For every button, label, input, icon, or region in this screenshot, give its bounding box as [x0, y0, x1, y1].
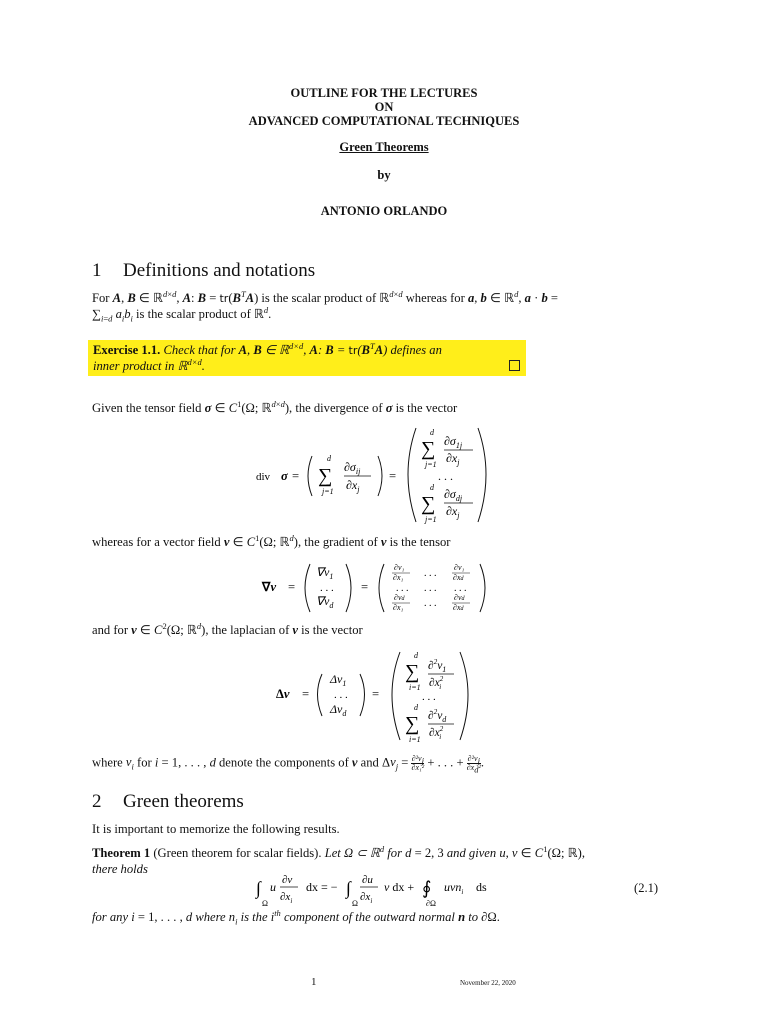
- section-1-number: 1: [92, 260, 102, 281]
- section-2-title: Green theorems: [123, 791, 244, 812]
- laplacian-paragraph: and for v ∈ $C^2(\Omega$; ℝ$^d$), the laplacian of v is the vector: [92, 620, 363, 637]
- svg-text:∑: ∑: [405, 713, 420, 735]
- svg-text:d: d: [327, 454, 331, 463]
- svg-text:∇vd: $\nabla v_d$: [316, 594, 334, 610]
- section-2-intro: It is important to memorize the following results.: [92, 822, 340, 836]
- section-1-title: Definitions and notations: [123, 260, 316, 281]
- svg-text:∮: ∮: [422, 878, 432, 898]
- laplacian-equation: [272, 648, 482, 744]
- svg-text:∫: ∫: [346, 878, 351, 898]
- svg-text:∂vd: ∂vd: [454, 593, 465, 602]
- svg-text:. . .: . . .: [438, 469, 453, 483]
- svg-text:Ω: Ω: [352, 899, 358, 908]
- svg-text:i=1: i=1: [409, 683, 421, 692]
- svg-text:∂xi: $\partial x_i$: [280, 891, 293, 905]
- theorem-conclusion: for any i = 1, . . . , d where $n_i$ is the $i^{th}$ component of the outward normal n to ∂Ω.: [92, 907, 500, 927]
- svg-text:=: =: [288, 580, 296, 594]
- equation-number: (2.1): [634, 881, 659, 895]
- svg-text:∑: ∑: [318, 465, 333, 487]
- svg-text:∂xj: $\partial x_j$: [446, 504, 460, 520]
- svg-text:∫: ∫: [256, 878, 261, 898]
- qed-box-icon: [509, 360, 520, 371]
- svg-text:=: =: [389, 469, 397, 483]
- svg-text:∂xj: $\partial x_j$: [446, 451, 460, 467]
- intro-paragraph: For A, B ∈ ℝ$^{d\times d}$, A: $B = tr(B^TA)$ is the scalar product of ℝ$^{d\times d}$ whereas for a, b ∈ ℝ$^d$, a · b = $\sum_{i=d}$ $a_ib_i$ is the scalar product of ℝ$^d$.: [92, 288, 558, 324]
- svg-text:∂2v1: $\partial^2v_1$: [428, 658, 447, 674]
- svg-text:∂xj: $\partial x_j$: [346, 478, 360, 494]
- svg-text:∂Ω: ∂Ω: [426, 899, 436, 908]
- svg-text:v dx +: v dx +: [384, 880, 415, 894]
- section-1-heading: [92, 260, 315, 282]
- svg-text:∂xd: ∂xd: [453, 603, 464, 612]
- green-equation: [254, 868, 514, 910]
- svg-text:u: u: [270, 880, 276, 894]
- title-line-1: OUTLINE FOR THE LECTURES: [290, 86, 478, 100]
- svg-text:∂x₁: ∂x₁: [393, 603, 404, 612]
- subtitle: Green Theorems: [339, 140, 429, 154]
- svg-text:. . .: . . .: [334, 689, 348, 701]
- svg-text:∂xd: ∂xd: [453, 573, 464, 582]
- footer-date: November 22, 2020: [460, 979, 516, 987]
- theorem-name: (Green theorem for scalar fields).: [153, 846, 322, 860]
- gradient-equation: [258, 560, 498, 616]
- svg-text:∂x2i: $\partial x^2$ i: [429, 675, 444, 691]
- svg-text:. . .: . . .: [424, 598, 437, 609]
- svg-text:∂2vd: $\partial^2v_d$: [428, 708, 447, 724]
- section-2-number: 2: [92, 791, 102, 812]
- svg-text:ds: ds: [476, 880, 487, 894]
- divergence-equation: [250, 424, 500, 526]
- svg-text:. . .: . . .: [320, 582, 334, 594]
- svg-text:j=1: j=1: [322, 487, 334, 496]
- svg-text:∂v₁: ∂v₁: [454, 563, 465, 572]
- svg-text:Δvd: $\Delta v_d$: [330, 702, 347, 718]
- by-line: by: [377, 168, 391, 182]
- svg-text:∇v1: $\nabla v_1$: [316, 565, 334, 581]
- svg-text:=: =: [372, 687, 380, 701]
- page-number: 1: [311, 976, 317, 988]
- theorem-label: Theorem 1: [92, 846, 151, 860]
- svg-text:Δv: Δv: [276, 687, 290, 701]
- svg-text:j=1: j=1: [425, 460, 437, 469]
- svg-text:Ω: Ω: [262, 899, 268, 908]
- theorem-1: Theorem 1 (Green theorem for scalar fields). Let Ω ⊂ ℝ$^d$ for d = 2, 3 and given u, v ∈ $C^1(\Omega$; ℝ), there holds: [92, 843, 585, 876]
- exercise-box: Exercise 1.1. Check that for A, B ∈ ℝ$^{d\times d}$, A: $B = tr(B^TA)$ defines an inner product in ℝ$^{d\times d}$.: [88, 340, 526, 376]
- svg-text:j=1: j=1: [425, 515, 437, 524]
- svg-text:∑: ∑: [405, 661, 420, 683]
- svg-text:. . .: . . .: [396, 583, 409, 594]
- svg-text:d: d: [414, 651, 418, 660]
- title-block: [0, 86, 768, 218]
- exercise-label: Exercise 1.1.: [93, 343, 161, 357]
- svg-text:∂v: ∂v: [282, 874, 293, 886]
- author-name: ANTONIO ORLANDO: [320, 204, 448, 218]
- svg-text:∂vd: ∂vd: [394, 593, 405, 602]
- svg-text:∑: ∑: [421, 438, 436, 460]
- svg-text:=: =: [361, 580, 369, 594]
- svg-text:∂σij: $\partial\sigma_{ij}$: [344, 460, 361, 476]
- components-paragraph: where $v_i$ for i = 1, . . . , d denote the components of v and $\Delta v_j = \partial^2v_j$ ∂x₁² + . . . + $\partial^2v_j$ $\partial x_d^2$.: [92, 754, 485, 775]
- svg-text:∂σ1j: $\partial\sigma_{1j}$: [444, 434, 463, 450]
- svg-text:=: =: [292, 469, 300, 483]
- gradient-paragraph: whereas for a vector field v ∈ $C^1(\Omega$; ℝ$^d$), the gradient of v is the tensor: [92, 532, 451, 549]
- svg-text:div: div: [256, 471, 271, 483]
- svg-text:d: d: [430, 428, 434, 437]
- svg-text:. . .: . . .: [454, 583, 467, 594]
- svg-text:∂x₁: ∂x₁: [393, 573, 404, 582]
- svg-text:d: d: [414, 703, 418, 712]
- svg-text:∂x2i: $\partial x^2$ i: [429, 725, 444, 741]
- svg-text:uvni: uvn$_i$: [444, 880, 464, 896]
- section-2-heading: [92, 791, 244, 813]
- svg-text:. . .: . . .: [424, 583, 437, 594]
- svg-text:σ: σ: [281, 469, 288, 483]
- svg-text:. . .: . . .: [424, 568, 437, 579]
- svg-text:∂u: ∂u: [362, 874, 373, 886]
- svg-text:=: =: [302, 687, 310, 701]
- title-line-2: ON: [374, 100, 394, 114]
- svg-text:Δv1: $\Delta v_1$: [330, 672, 347, 688]
- svg-text:dx = −: dx = −: [306, 880, 338, 894]
- svg-text:∑: ∑: [421, 493, 436, 515]
- svg-text:∇v: ∇v: [262, 580, 277, 594]
- title-line-3: ADVANCED COMPUTATIONAL TECHNIQUES: [248, 114, 520, 128]
- svg-text:∂xi: $\partial x_i$: [360, 891, 373, 905]
- svg-text:. . .: . . .: [422, 691, 436, 703]
- svg-text:i=1: i=1: [409, 735, 421, 744]
- svg-text:∂v₁: ∂v₁: [394, 563, 405, 572]
- divergence-paragraph: Given the tensor field σ ∈ $C^1(\Omega$; ℝ$^{d\times d}$), the divergence of σ is the vector: [92, 398, 458, 415]
- svg-text:∂σdj: $\partial\sigma_{dj}$: [444, 487, 463, 503]
- svg-text:d: d: [430, 483, 434, 492]
